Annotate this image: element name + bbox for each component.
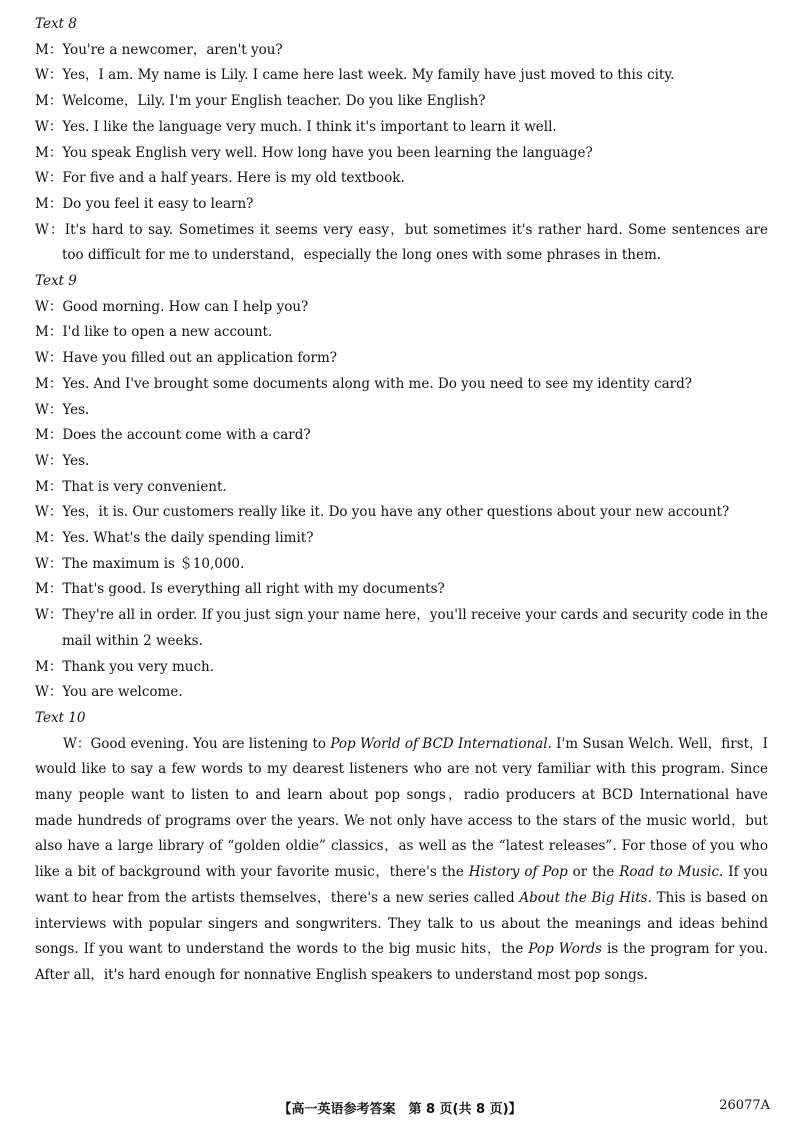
text-9-line: W：Yes. <box>35 452 90 469</box>
listening-transcript <box>35 12 768 989</box>
text-9-line: M：Thank you very much. <box>35 658 215 675</box>
text-10-title: Text 10 <box>35 709 86 726</box>
text-8-line: M：You speak English very well. How long have you been learning the language? <box>35 144 593 161</box>
text-8-line: M：Welcome，Lily. I'm your English teacher. Do you like English? <box>35 93 486 110</box>
text-9-line: M：That's good. Is everything all right with my documents? <box>35 581 445 598</box>
text-9-line: W：They're all in order. If you just sign your name here，you'll receive your cards and security code in the mail within 2 weeks. <box>35 607 768 649</box>
text-8-line: W：For five and a half years. Here is my old textbook. <box>35 170 405 187</box>
text-9-line: W：Good morning. How can I help you? <box>35 298 309 315</box>
text-10-paragraph <box>35 732 768 989</box>
footer-page-label: 【高一英语参考答案 第 8 页(共 8 页)】 <box>278 1102 522 1117</box>
text-9-line: M：Yes. What's the daily spending limit? <box>35 530 314 547</box>
paragraph-text: . This is based on interviews with popular singers and songwriters. They talk to us about the meanings and ideas behind songs. If you want to understand the words to the big music hits，the <box>35 889 769 958</box>
text-8-line: W：It's hard to say. Sometimes it seems very easy，but sometimes it's rather hard. Some sentences are too difficult for me to understand，especially the long ones with some phrases in them. <box>35 221 768 264</box>
text-8-line: M：Do you feel it easy to learn? <box>35 195 254 212</box>
text-9-line: W：Yes. <box>35 401 90 418</box>
text-9-line: M：Yes. And I've brought some documents along with me. Do you need to see my identity card? <box>35 375 692 392</box>
text-9-line: W：You are welcome. <box>35 684 183 701</box>
text-8-line: W：Yes，I am. My name is Lily. I came here last week. My family have just moved to this city. <box>35 67 675 84</box>
paragraph-text: is the program for you. After all，it's hard enough for nonnative English speakers to understand most pop songs. <box>35 941 768 983</box>
program-name-pop-words: Pop Words <box>528 941 602 958</box>
text-9-line: W：Yes，it is. Our customers really like it. Do you have any other questions about your new account? <box>35 504 730 521</box>
text-9-line: M：Does the account come with a card? <box>35 427 311 444</box>
text-9-line: W：Have you filled out an application form? <box>35 350 338 367</box>
text-9-line: W：The maximum is ＄10,000. <box>35 555 245 572</box>
text-8-line: M：You're a newcomer，aren't you? <box>35 41 283 58</box>
text-9-title: Text 9 <box>35 273 77 290</box>
program-name-history-of-pop: History of Pop <box>468 864 568 881</box>
program-name-about-the-big-hits: About the Big Hits <box>519 889 648 906</box>
footer-document-code: 26077A <box>719 1098 770 1113</box>
paragraph-text: . If you want to hear from the artists themselves，there's a new series called <box>35 864 768 906</box>
program-name-pop-world: Pop World of BCD International <box>330 735 548 752</box>
program-name-road-to-music: Road to Music <box>619 864 720 881</box>
text-9-line: M：I'd like to open a new account. <box>35 324 273 341</box>
text-8-line: W：Yes. I like the language very much. I think it's important to learn it well. <box>35 118 557 135</box>
text-8-title: Text 8 <box>35 16 77 32</box>
paragraph-text: . I'm Susan Welch. Well，first，I would like to say a few words to my dearest listeners who are not very familiar with this program. Since many people want to listen to and learn about pop songs，radio producers at BCD International have made hundreds of programs over the years. We not only have access to the stars of the music world，but also have a large library of “golden oldie” classics，as well as the “latest releases”. For those of you who like a bit of background with your favorite music，there's the <box>35 735 769 881</box>
page-footer <box>0 1098 800 1122</box>
paragraph-text: W：Good evening. You are listening to <box>63 735 331 752</box>
text-9-line: M：That is very convenient. <box>35 478 227 495</box>
paragraph-text: or the <box>567 864 620 881</box>
